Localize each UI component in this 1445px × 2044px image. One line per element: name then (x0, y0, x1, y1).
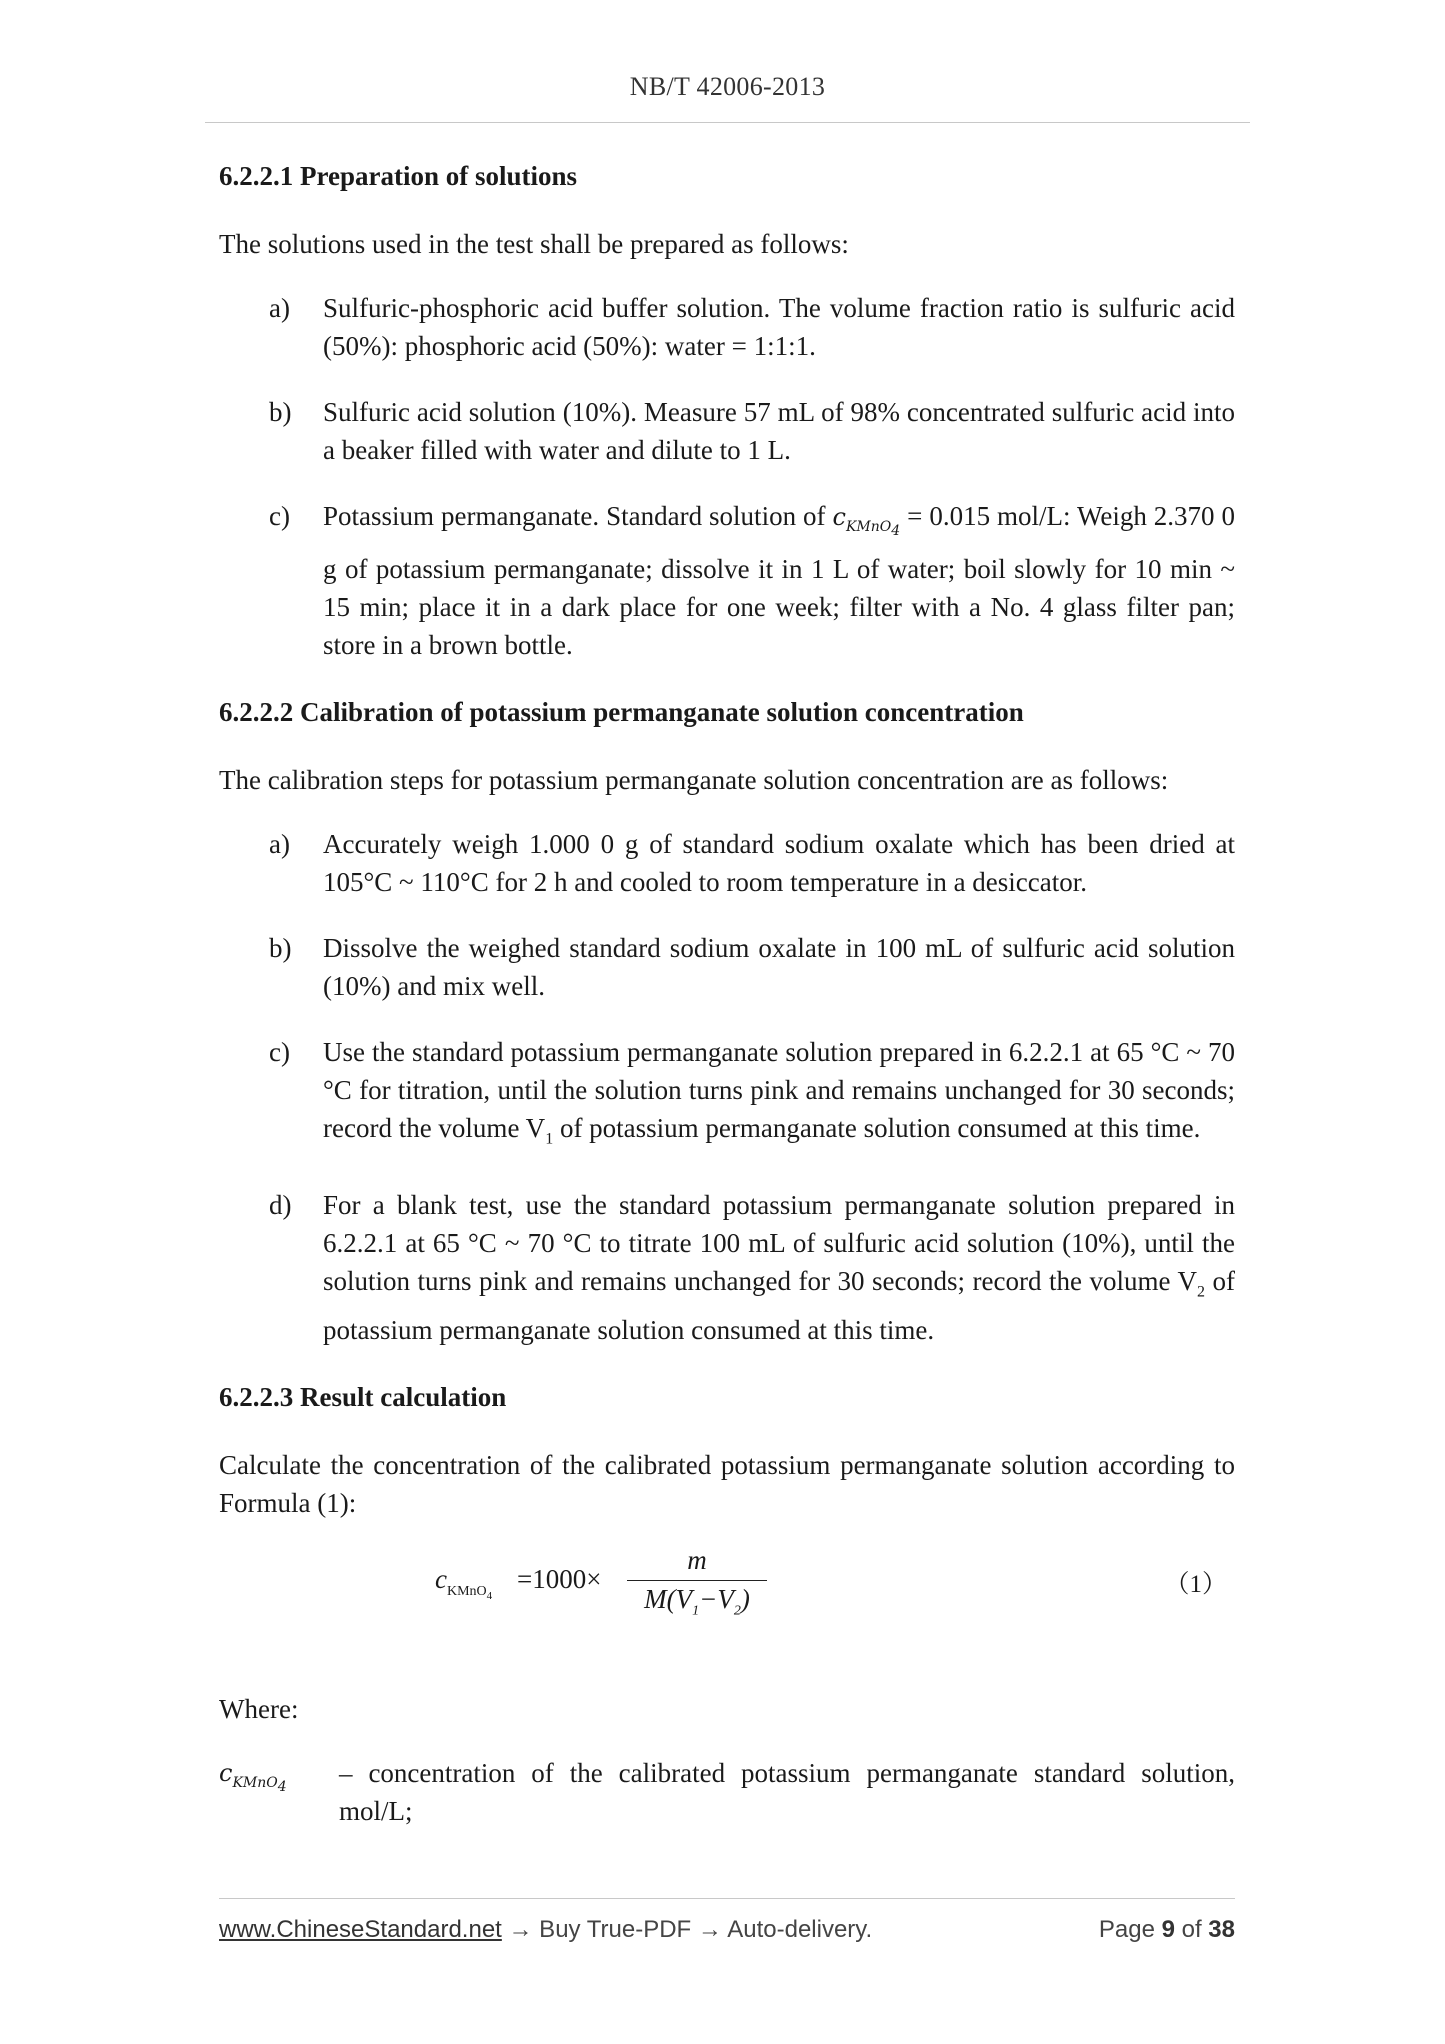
list-marker: d) (269, 1189, 292, 1220)
list-marker: b) (269, 397, 292, 427)
page-number: 9 (1161, 1916, 1175, 1943)
list-marker: c) (269, 501, 290, 531)
list-item-b (219, 393, 1235, 469)
section-intro: The solutions used in the test shall be prepared as follows: (219, 229, 849, 259)
subscript: 2 (1196, 1283, 1205, 1301)
list-text-pre: For a blank test, use the standard potassium permanganate solution prepared in 6.2.2.1 at 65 °C ~ 70 °C to titrate 100 mL of sulfuric acid solution (10%), until the solution turns pink and remains unchanged for 30 seconds; record the volume V (323, 1189, 1235, 1296)
list-text-post: of potassium permanganate solution consumed at this time. (323, 1265, 1235, 1346)
list-text-post: = 0.015 mol/L: Weigh 2.370 0 g of potassium permanganate; dissolve it in 1 L of water; boil slowly for 10 min ~ 15 min; place it in a dark place for one week; filter with a No. 4 glass filter pan; store in a brown bottle. (323, 501, 1236, 660)
formula-equals: =1000× (517, 1564, 602, 1595)
section-title-6-2-2-3: 6.2.2.3 Result calculation (219, 1382, 507, 1413)
footer-tagline: → Buy True-PDF → Auto-delivery. (501, 1916, 873, 1943)
list-marker: a) (269, 828, 290, 859)
list-item-b (219, 929, 1235, 1005)
section-intro: Calculate the concentration of the calibrated potassium permanganate solution according to Formula (1): (219, 1450, 1235, 1519)
header-rule (205, 122, 1250, 123)
fraction-bar (627, 1580, 767, 1581)
formula-number: （1） (1164, 1571, 1227, 1599)
section-intro: The calibration steps for potassium permanganate solution concentration are as follows: (219, 764, 1169, 795)
section-title-6-2-2-1: 6.2.2.1 Preparation of solutions (219, 161, 578, 191)
website-link[interactable]: www.ChineseStandard.net (219, 1916, 502, 1943)
list-item-a (219, 289, 1235, 365)
definition-kmno4 (219, 1754, 1235, 1830)
list-marker: c) (269, 1036, 290, 1067)
where-label: Where: (219, 1694, 299, 1725)
list-text: Sulfuric-phosphoric acid buffer solution. The volume fraction ratio is sulfuric acid (50%): phosphoric acid (50%): water = 1:1:1. (323, 293, 1235, 361)
formula-1 (219, 1545, 1235, 1640)
list-text: Sulfuric acid solution (10%). Measure 57 mL of 98% concentrated sulfuric acid into a beaker filled with water and dilute to 1 L. (323, 397, 1235, 465)
subscript: 1 (545, 1129, 554, 1147)
list-item-c (219, 1033, 1235, 1158)
list-item-a (219, 825, 1235, 901)
formula-denominator: $M(V_1-V_2)$ (644, 1584, 750, 1619)
formula-lhs: $c_{KMnO_4}$ (435, 1564, 493, 1602)
formula-fraction (627, 1544, 767, 1627)
list-marker: b) (269, 932, 292, 963)
list-text-pre: Use the standard potassium permanganate solution prepared in 6.2.2.1 at 65 °C ~ 70 °C for titration, until the solution turns pink and remains unchanged for 30 seconds; record the volume V (323, 1036, 1235, 1143)
page-total: 38 (1208, 1916, 1235, 1943)
document-body (219, 158, 1235, 1830)
list-item-c (219, 497, 1235, 664)
document-id-header: NB/T 42006-2013 (629, 72, 826, 101)
footer (219, 1916, 1235, 1944)
definition-symbol: $c_{KMnO_4}$ (219, 1759, 287, 1795)
kmno4-symbol: $c_{KMnO_4}$ (832, 503, 901, 539)
formula-numerator: m (687, 1545, 707, 1576)
list-text: Accurately weigh 1.000 0 g of standard sodium oxalate which has been dried at 105°C ~ 110°C for 2 h and cooled to room temperature in a desiccator. (323, 828, 1235, 897)
list-marker: a) (269, 293, 290, 323)
page-indicator: Page 9 of 38 (1098, 1916, 1235, 1943)
section-title-6-2-2-2: 6.2.2.2 Calibration of potassium permanganate solution concentration (219, 696, 1024, 727)
footer-rule (219, 1898, 1235, 1899)
list-text-pre: Potassium permanganate. Standard solution of (323, 501, 833, 531)
list-item-d (219, 1186, 1235, 1349)
list-text-post: of potassium permanganate solution consumed at this time. (553, 1112, 1201, 1143)
definition-text: – concentration of the calibrated potassium permanganate standard solution, mol/L; (339, 1758, 1235, 1827)
list-text: Dissolve the weighed standard sodium oxalate in 100 mL of sulfuric acid solution (10%) and mix well. (323, 932, 1235, 1001)
